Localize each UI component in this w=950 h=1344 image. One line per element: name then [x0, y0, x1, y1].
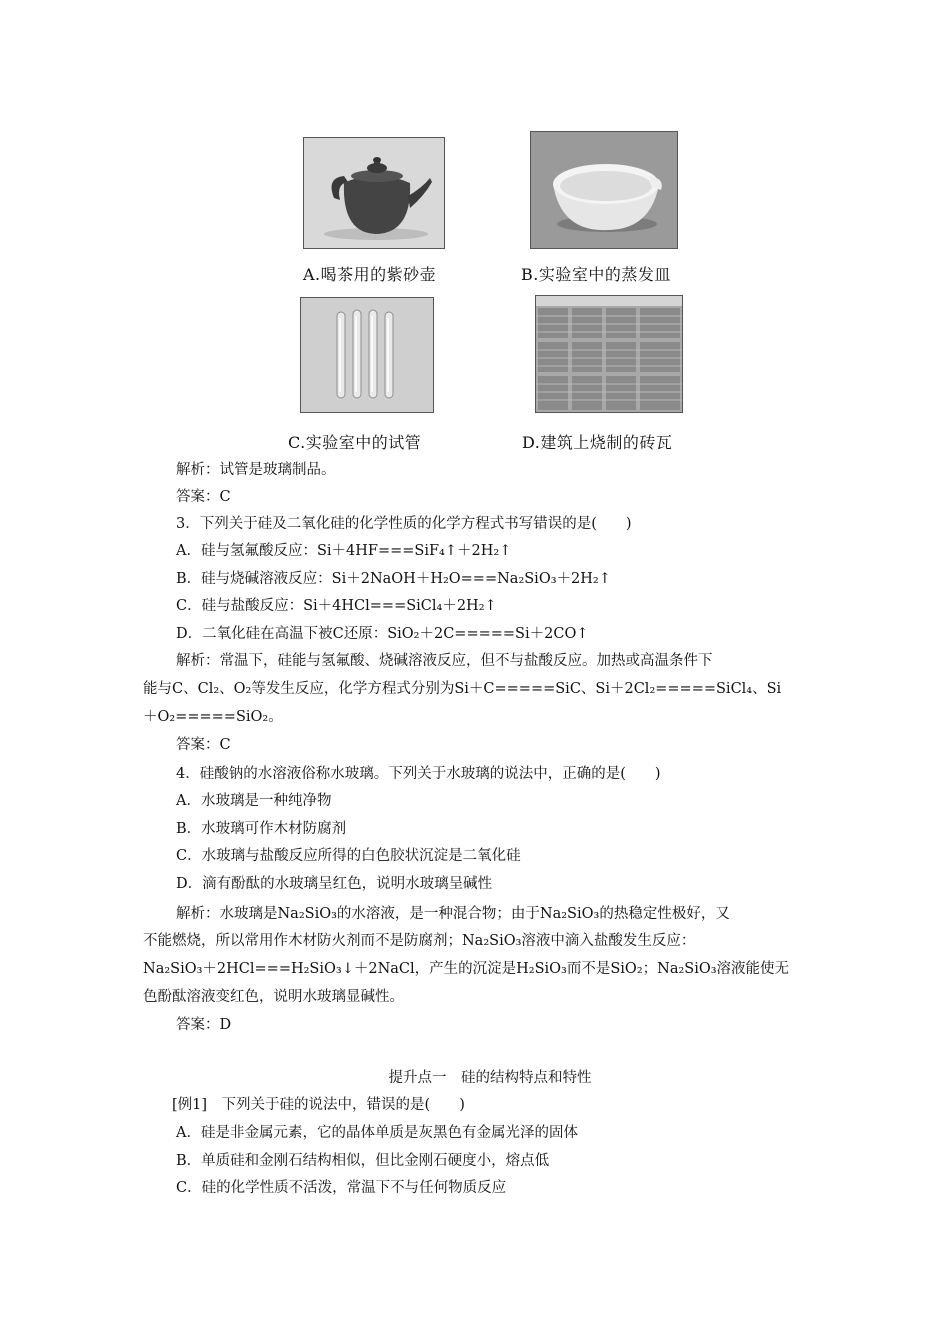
example-1-option-c: C．硅的化学性质不活泼，常温下不与任何物质反应: [176, 1180, 507, 1196]
q4-option-b: B．水玻璃可作木材防腐剂: [176, 821, 347, 837]
bricks-image: [535, 295, 683, 413]
q3-analysis-line-1: 解析：常温下，硅能与氢氟酸、烧碱溶液反应，但不与盐酸反应。加热或高温条件下: [176, 653, 713, 669]
test-tubes-image: [300, 297, 434, 413]
q4-analysis-line-4: 色酚酞溶液变红色，说明水玻璃显碱性。: [143, 989, 404, 1005]
q2-analysis: 解析：试管是玻璃制品。: [176, 462, 336, 478]
q4-analysis-line-3: Na₂SiO₃＋2HCl===H₂SiO₃↓＋2NaCl，产生的沉淀是H₂SiO₃而不是SiO₂；Na₂SiO₃溶液能使无: [143, 961, 790, 977]
q3-option-b: B．硅与烧碱溶液反应：Si＋2NaOH＋H₂O===Na₂SiO₃＋2H₂↑: [176, 571, 611, 587]
q3-stem: 3．下列关于硅及二氧化硅的化学性质的化学方程式书写错误的是( ): [176, 516, 632, 532]
example-1-option-b: B．单质硅和金刚石结构相似，但比金刚石硬度小，熔点低: [176, 1153, 550, 1169]
q3-option-c: C．硅与盐酸反应：Si＋4HCl===SiCl₄＋2H₂↑: [176, 598, 497, 614]
section-title: 提升点一 硅的结构特点和特性: [388, 1070, 592, 1086]
q4-option-a: A．水玻璃是一种纯净物: [176, 793, 332, 809]
example-1-option-a: A．硅是非金属元素，它的晶体单质是灰黑色有金属光泽的固体: [176, 1125, 578, 1141]
q4-analysis-line-2: 不能燃烧，所以常用作木材防火剂而不是防腐剂；Na₂SiO₃溶液中滴入盐酸发生反应：: [143, 933, 696, 949]
q3-option-d: D．二氧化硅在高温下被C还原：SiO₂＋2C=====Si＋2CO↑: [176, 626, 589, 642]
figure-b-caption: B.实验室中的蒸发皿: [521, 265, 671, 284]
q3-analysis-line-3: ＋O₂=====SiO₂。: [143, 709, 283, 725]
q3-answer: 答案：C: [176, 737, 231, 753]
q4-option-c: C．水玻璃与盐酸反应所得的白色胶状沉淀是二氧化硅: [176, 848, 521, 864]
q2-answer: 答案：C: [176, 489, 231, 505]
figure-d-caption: D.建筑上烧制的砖瓦: [522, 433, 673, 452]
q4-analysis-line-1: 解析：水玻璃是Na₂SiO₃的水溶液，是一种混合物；由于Na₂SiO₃的热稳定性极好，又: [176, 906, 730, 922]
q4-answer: 答案：D: [176, 1017, 232, 1033]
figure-c-caption: C.实验室中的试管: [288, 433, 422, 452]
q3-option-a: A．硅与氢氟酸反应：Si＋4HF===SiF₄↑＋2H₂↑: [176, 543, 512, 559]
q3-analysis-line-2: 能与C、Cl₂、O₂等发生反应，化学方程式分别为Si＋C=====SiC、Si＋2Cl₂=====SiCl₄、Si: [143, 681, 782, 697]
q4-option-d: D．滴有酚酞的水玻璃呈红色，说明水玻璃呈碱性: [176, 876, 493, 892]
example-1-stem: [例1] 下列关于硅的说法中，错误的是( ): [172, 1097, 465, 1113]
evaporating-dish-image: [530, 131, 678, 249]
figure-a-caption: A.喝茶用的紫砂壶: [303, 265, 437, 284]
teapot-image: [303, 137, 445, 249]
q4-stem: 4．硅酸钠的水溶液俗称水玻璃。下列关于水玻璃的说法中，正确的是( ): [176, 766, 661, 782]
